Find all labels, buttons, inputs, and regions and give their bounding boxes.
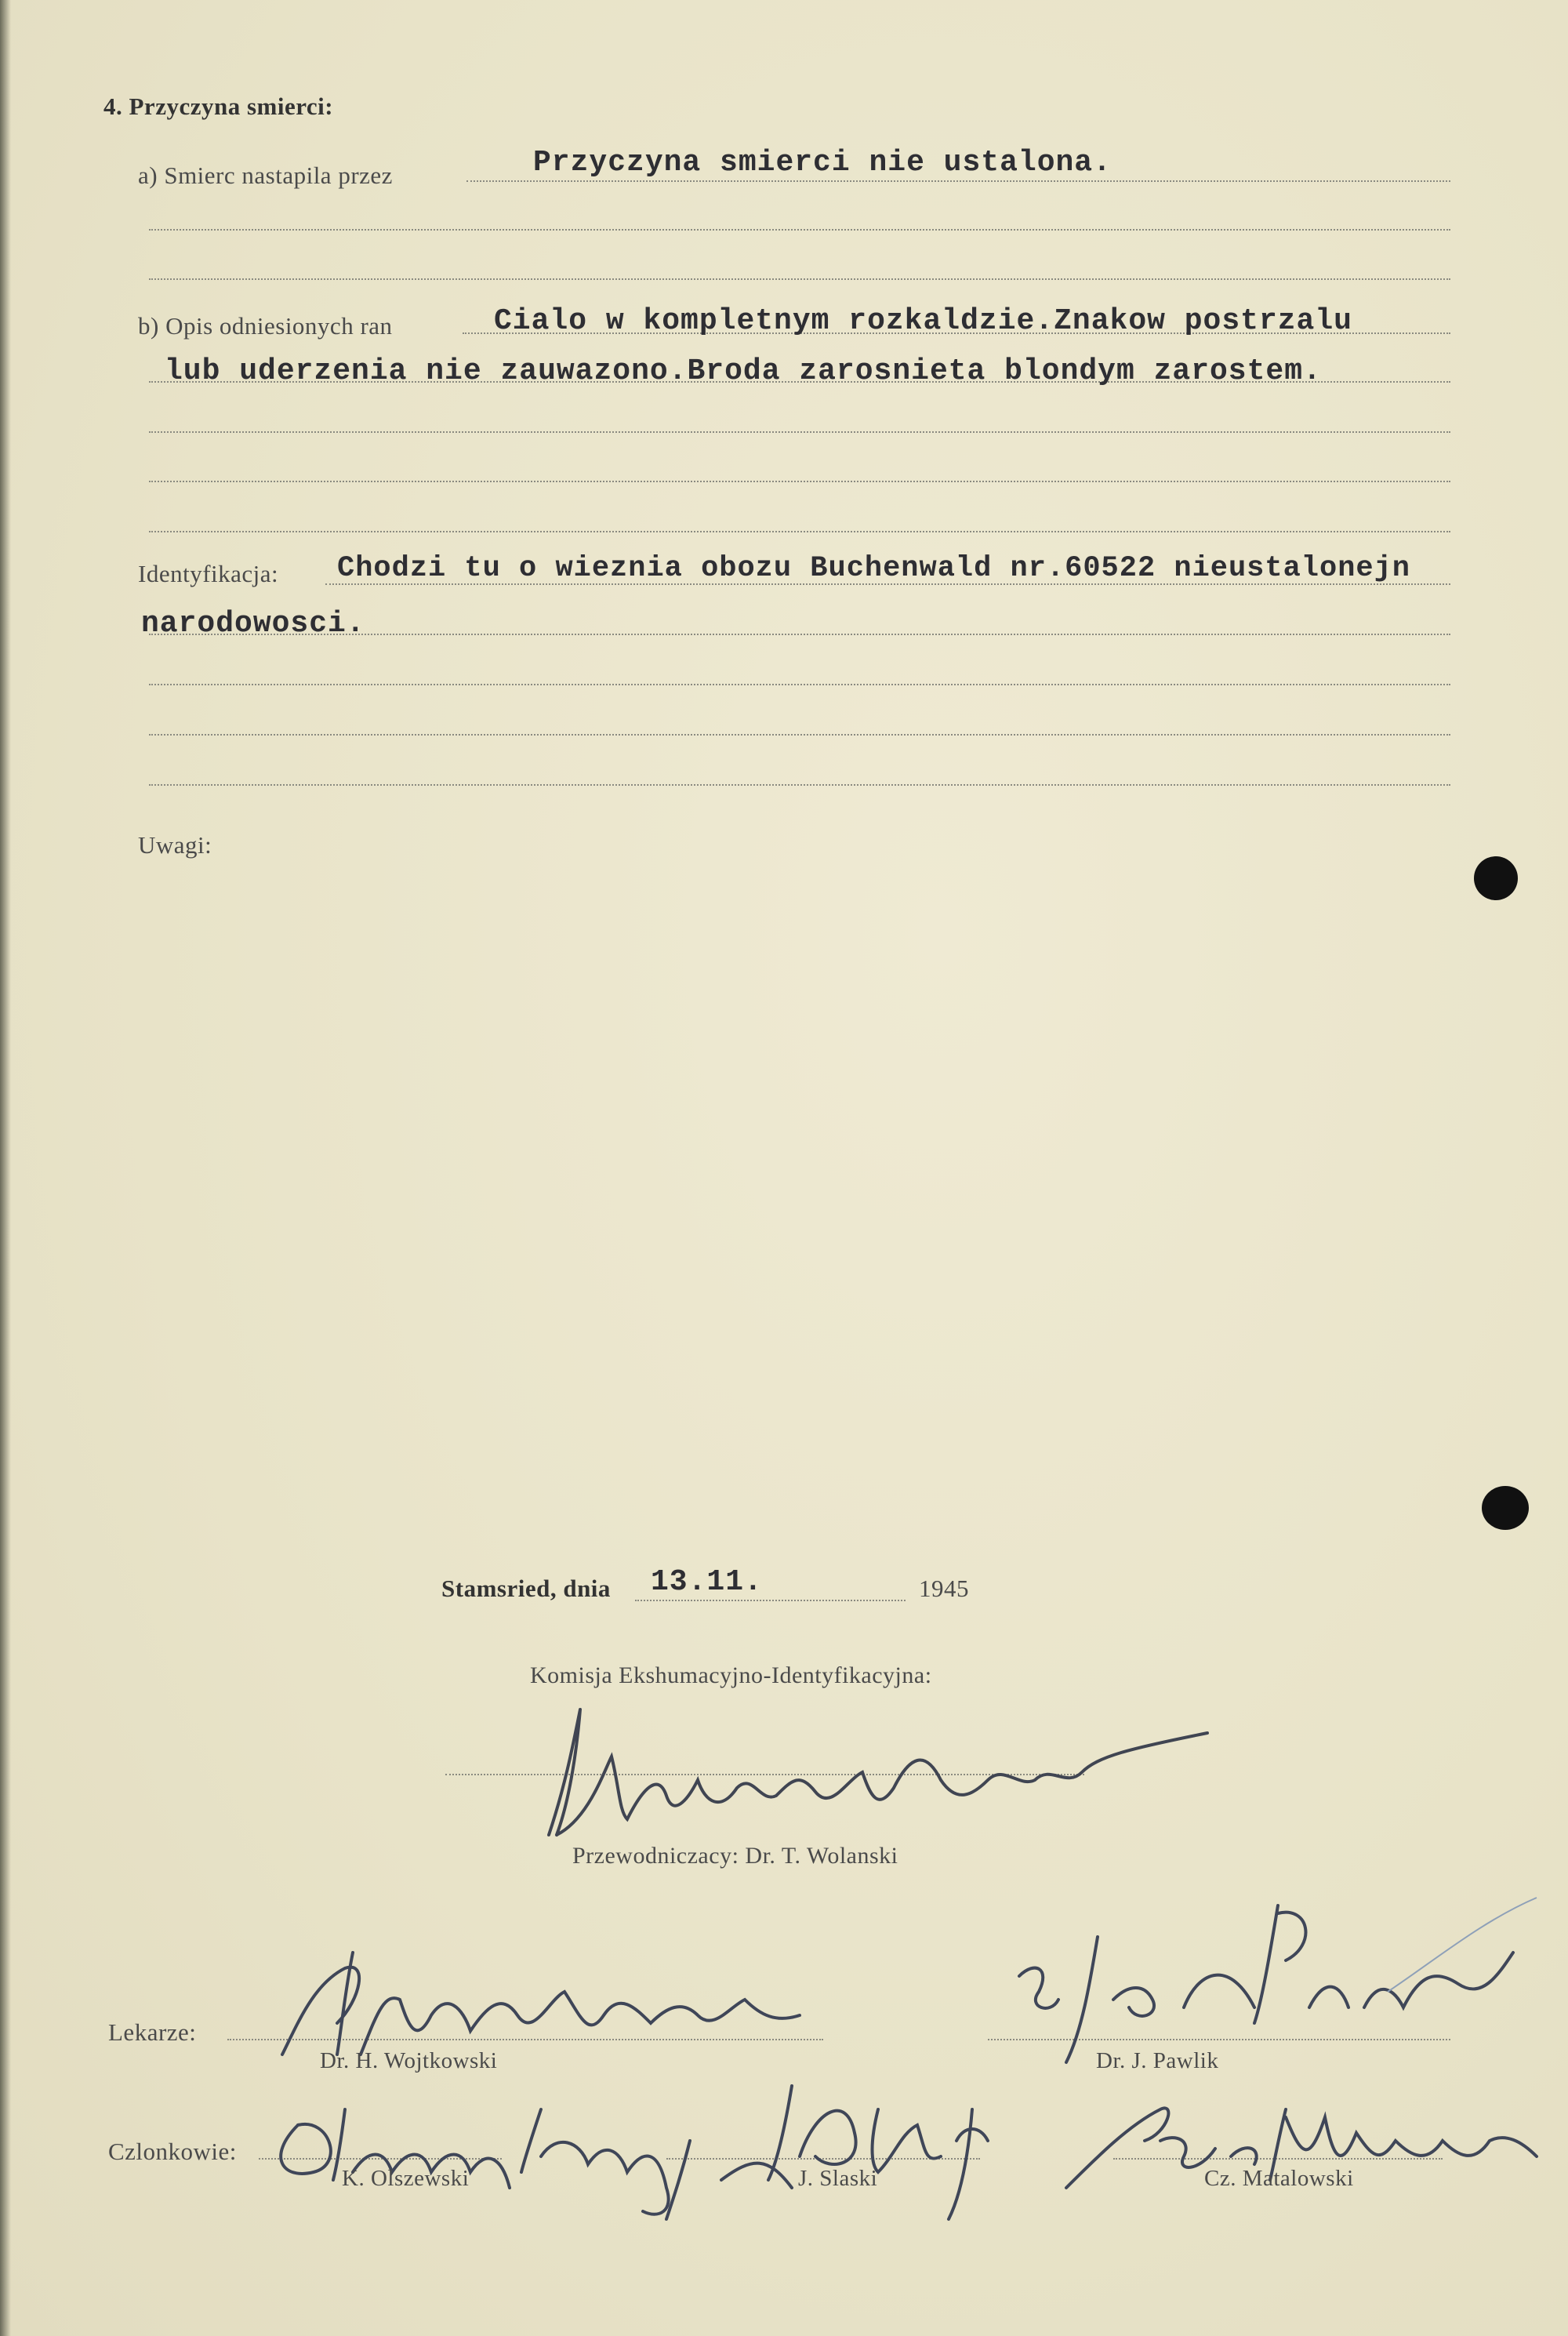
field-label-death-by: a) Smierc nastapila przez <box>138 162 393 189</box>
field-label-remarks: Uwagi: <box>138 831 212 859</box>
doctor-pawlik-signature <box>996 1890 1544 2070</box>
dotted-line <box>149 481 1450 482</box>
typed-value-death-by: Przyczyna smierci nie ustalona. <box>533 146 1112 180</box>
field-label-identification: Identyfikacja: <box>138 560 279 587</box>
typed-date: 13.11. <box>651 1565 763 1599</box>
typed-value-wound-description-line1: Cialo w kompletnym rozkaldzie.Znakow postrzalu <box>494 304 1352 338</box>
dotted-line <box>466 180 1450 182</box>
dotted-line <box>149 431 1450 433</box>
dotted-line <box>149 784 1450 786</box>
scan-edge-shadow <box>0 0 11 2336</box>
dotted-line <box>149 278 1450 280</box>
ink-blot <box>1482 1486 1529 1530</box>
dotted-line <box>149 229 1450 231</box>
members-label: Czlonkowie: <box>108 2138 237 2165</box>
typed-value-identification-line1: Chodzi tu o wieznia obozu Buchenwald nr.60522 nieustalonejn <box>337 552 1411 585</box>
year: 1945 <box>919 1575 969 1602</box>
chairman-name: Przewodniczacy: Dr. T. Wolanski <box>572 1843 898 1869</box>
dotted-line <box>149 684 1450 685</box>
dotted-line <box>635 1600 906 1601</box>
typed-value-wound-description-line2: lub uderzenia nie zauwazono.Broda zarosnieta blondym zarostem. <box>165 354 1322 388</box>
section-heading-cause-of-death: 4. Przyczyna smierci: <box>103 93 334 120</box>
commission-title: Komisja Ekshumacyjno-Identyfikacyjna: <box>530 1662 932 1688</box>
place-label: Stamsried, dnia <box>441 1575 611 1602</box>
member-2-name: J. Slaski <box>798 2166 878 2191</box>
field-label-wound-description: b) Opis odniesionych ran <box>138 312 393 340</box>
member-1-name: K. Olszewski <box>342 2166 470 2191</box>
doctor-2-name: Dr. J. Pawlik <box>1096 2048 1219 2073</box>
dotted-line <box>149 734 1450 736</box>
members-signatures-olszewski-slaski <box>251 2062 1011 2227</box>
typed-value-identification-line2: narodowosci. <box>141 607 365 641</box>
dotted-line <box>149 531 1450 532</box>
ink-blot <box>1474 856 1518 900</box>
doctors-label: Lekarze: <box>108 2018 197 2046</box>
chairman-signature <box>502 1702 1231 1843</box>
doctor-1-name: Dr. H. Wojtkowski <box>320 2048 498 2073</box>
member-3-name: Cz. Matalowski <box>1204 2166 1354 2191</box>
